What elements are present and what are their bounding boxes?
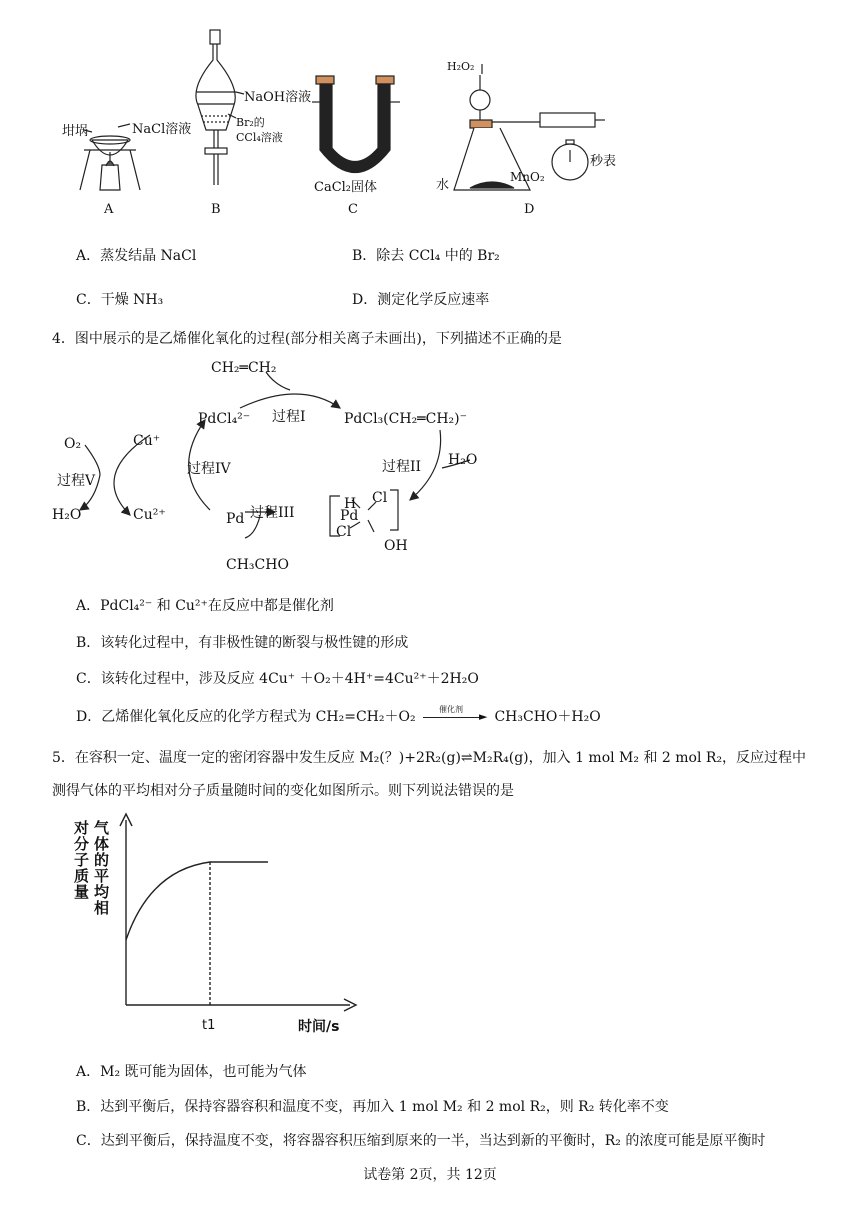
q4-stem: 4．图中展示的是乙烯催化氧化的过程(部分相关离子未画出)，下列描述不正确的是 [52, 331, 562, 347]
label-d-mno2: MnO₂ [510, 170, 545, 184]
q5-stem-line1: 5．在容积一定、温度一定的密闭容器中发生反应 M₂(？)+2R₂(g)⇌M₂R₄(g)，加入 1 mol M₂ 和 2 mol R₂，反应过程中 [52, 750, 807, 766]
label-a-nacl-solution: NaCl溶液 [132, 122, 192, 137]
process-2-label: 过程II [382, 459, 422, 475]
label-d-stopwatch: 秒表 [590, 154, 617, 169]
catalytic-cycle-arrows [0, 350, 860, 580]
intermediate-pd: Pd [340, 508, 359, 524]
catalyst-arrow [423, 705, 488, 724]
apparatus-figures [0, 0, 860, 230]
q3-option-b: B．除去 CCl₄ 中的 Br₂ [352, 248, 500, 264]
label-a-crucible: 坩埚 [62, 124, 89, 139]
q4-option-d [76, 705, 601, 726]
species-h2o-in: H₂O [448, 452, 478, 468]
intermediate-cl-bottom: Cl [336, 524, 352, 540]
x-tick-t1: t1 [202, 1018, 216, 1033]
q5-option-b: B．达到平衡后，保持容器容积和温度不变，再加入 1 mol M₂ 和 2 mol R₂，则 R₂ 转化率不变 [76, 1099, 669, 1115]
apparatus-a-drawing [80, 124, 140, 190]
q3-option-c: C．干燥 NH₃ [76, 292, 164, 308]
q3-option-d: D．测定化学反应速率 [352, 292, 490, 308]
apparatus-b-letter: B [211, 202, 221, 217]
process-1-label: 过程I [272, 409, 306, 425]
label-d-water: 水 [436, 178, 450, 193]
intermediate-cl-top: Cl [372, 490, 388, 506]
apparatus-c-letter: C [348, 202, 358, 217]
q5-option-c: C．达到平衡后，保持温度不变，将容器容积压缩到原来的一半，当达到新的平衡时，R₂ 的浓度可能是原平衡时 [76, 1133, 766, 1149]
q4-option-d-left: D．乙烯催化氧化反应的化学方程式为 CH₂=CH₂＋O₂ [76, 709, 416, 725]
apparatus-c-drawing [312, 76, 400, 173]
catalyst-label: 催化剂 [439, 705, 464, 714]
arrow-shaft [423, 717, 481, 718]
apparatus-d-letter: D [524, 202, 535, 217]
species-ch3cho: CH₃CHO [226, 557, 289, 573]
arrow-head-icon: ► [479, 710, 488, 723]
species-h2o-out: H₂O [52, 507, 82, 523]
species-ethylene: CH₂═CH₂ [211, 360, 277, 376]
page-footer: 试卷第 2页，共 12页 [363, 1167, 497, 1183]
q4-option-b: B．该转化过程中，有非极性键的断裂与极性键的形成 [76, 635, 409, 651]
species-cu2-plus: Cu²⁺ [133, 507, 166, 523]
apparatus-b-drawing [196, 30, 244, 185]
species-pd: Pd [226, 511, 245, 527]
intermediate-h: H [344, 496, 357, 512]
q3-option-a: A．蒸发结晶 NaCl [76, 248, 197, 264]
species-cu-plus: Cu⁺ [133, 433, 161, 449]
q4-option-c: C．该转化过程中，涉及反应 4Cu⁺ ＋O₂＋4H⁺=4Cu²⁺＋2H₂O [76, 671, 479, 687]
species-o2: O₂ [64, 436, 82, 452]
x-axis-label: 时间/s [298, 1019, 340, 1035]
apparatus-a-letter: A [104, 202, 114, 217]
process-3-label: 过程III [250, 505, 295, 521]
label-d-h2o2: H₂O₂ [447, 60, 475, 73]
label-c-cacl2: CaCl₂固体 [314, 180, 378, 195]
q5-stem-line2: 测得气体的平均相对分子质量随时间的变化如图所示。则下列说法错误的是 [52, 783, 514, 799]
q4-option-d-right: CH₃CHO＋H₂O [494, 709, 601, 725]
process-5-label: 过程V [57, 473, 96, 489]
label-b-br2: Br₂的 [236, 116, 265, 129]
label-b-ccl4: CCl₄溶液 [236, 131, 283, 144]
y-axis-label-col1: 气体的平均相 [94, 819, 110, 917]
series-line [126, 862, 268, 940]
y-axis-label-col2: 对分子质量 [74, 819, 90, 901]
q5-option-a: A．M₂ 既可能为固体，也可能为气体 [76, 1064, 307, 1080]
intermediate-oh: OH [384, 538, 408, 554]
species-pd-complex: PdCl₃(CH₂═CH₂)⁻ [344, 411, 467, 427]
q4-option-a: A．PdCl₄²⁻ 和 Cu²⁺在反应中都是催化剂 [76, 598, 334, 614]
process-4-label: 过程IV [187, 461, 231, 477]
species-pdcl4: PdCl₄²⁻ [198, 411, 251, 427]
label-b-naoh: NaOH溶液 [244, 90, 312, 105]
